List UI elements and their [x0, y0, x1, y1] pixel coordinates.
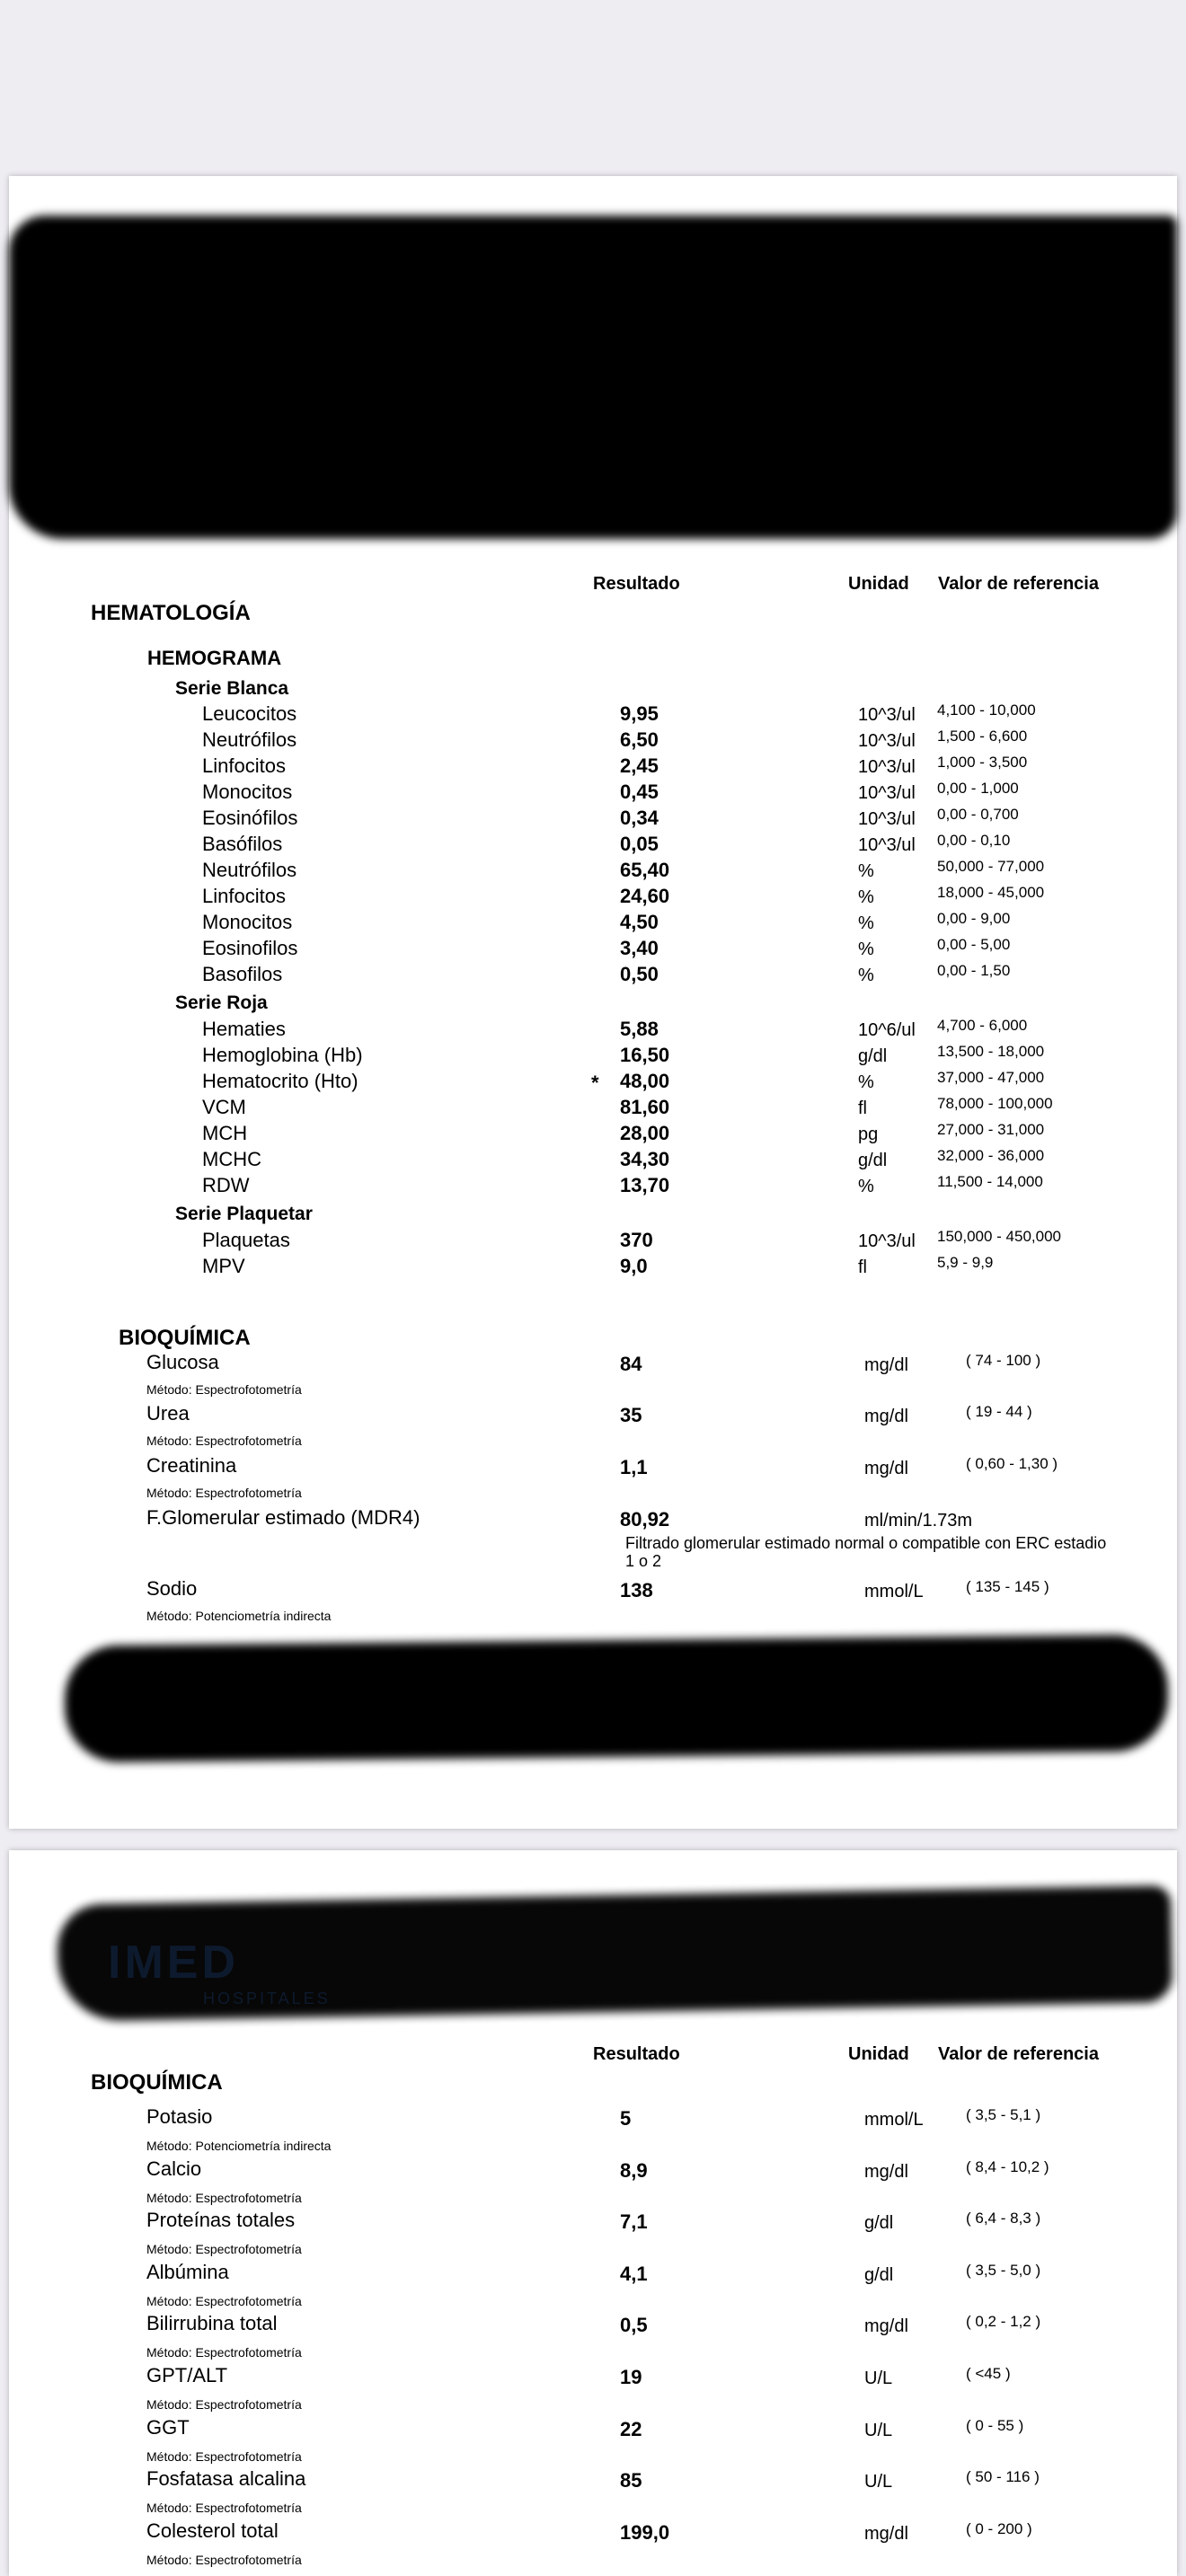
test-unit: g/dl: [864, 2264, 894, 2285]
test-reference: ( 3,5 - 5,0 ): [966, 2261, 1041, 2279]
section-title-bioquimica: BIOQUÍMICA: [119, 1326, 251, 1350]
test-method: Método: Espectrofotometría: [146, 2501, 302, 2516]
group-title: Serie Plaquetar: [175, 1204, 313, 1224]
test-name: Neutrófilos: [202, 728, 297, 751]
test-name: MCH: [202, 1122, 248, 1144]
test-reference: ( 3,5 - 5,1 ): [966, 2106, 1041, 2123]
test-unit: %: [858, 966, 874, 985]
test-unit: 10^3/ul: [858, 705, 916, 725]
test-unit: fl: [858, 1257, 867, 1277]
test-name: Bilirrubina total: [146, 2312, 278, 2335]
test-value: 16,50: [620, 1044, 670, 1066]
test-reference: ( 50 - 116 ): [966, 2468, 1040, 2486]
test-value: 1,1: [620, 1456, 648, 1478]
test-value: 80,92: [620, 1508, 670, 1531]
test-reference: 50,000 - 77,000: [937, 858, 1045, 875]
test-unit: mg/dl: [864, 2316, 908, 2337]
test-unit: 10^3/ul: [858, 1231, 916, 1251]
test-value: 6,50: [620, 728, 659, 751]
test-value: 19: [620, 2366, 642, 2388]
test-value: 28,00: [620, 1122, 670, 1144]
test-reference: ( 0,60 - 1,30 ): [966, 1455, 1058, 1472]
test-reference: 4,100 - 10,000: [937, 701, 1036, 719]
test-unit: fl: [858, 1098, 867, 1118]
test-name: MPV: [202, 1255, 245, 1277]
test-value: 48,00: [620, 1070, 670, 1092]
test-unit: 10^3/ul: [858, 731, 916, 751]
test-reference: 0,00 - 0,10: [937, 832, 1011, 849]
test-method: Método: Espectrofotometría: [146, 1434, 302, 1448]
test-unit: %: [858, 887, 874, 907]
test-reference: 5,9 - 9,9: [937, 1254, 994, 1271]
test-name: Fosfatasa alcalina: [146, 2467, 306, 2491]
test-value: 5,88: [620, 1018, 659, 1040]
test-unit: 10^3/ul: [858, 835, 916, 855]
test-value: 4,1: [620, 2262, 648, 2285]
test-value: 3,40: [620, 937, 659, 959]
test-unit: g/dl: [864, 2213, 894, 2234]
test-method: Método: Espectrofotometría: [146, 2242, 302, 2257]
test-name: Basofilos: [202, 963, 283, 985]
hospital-logo: IMED: [108, 1936, 239, 1989]
test-unit: %: [858, 1177, 874, 1196]
test-value: 13,70: [620, 1174, 670, 1196]
test-method: Método: Potenciometría indirecta: [146, 2139, 332, 2153]
out-of-range-flag: *: [591, 1072, 599, 1094]
test-method: Método: Espectrofotometría: [146, 1486, 302, 1500]
fg-interpretation-note: 1 o 2: [625, 1552, 662, 1570]
test-reference: ( 0 - 200 ): [966, 2519, 1032, 2537]
section-title-hematologia: HEMATOLOGÍA: [91, 601, 251, 625]
test-value: 4,50: [620, 911, 659, 933]
test-reference: 27,000 - 31,000: [937, 1121, 1045, 1138]
test-name: MCHC: [202, 1148, 261, 1170]
test-reference: ( 8,4 - 10,2 ): [966, 2157, 1049, 2175]
test-method: Método: Espectrofotometría: [146, 2397, 302, 2412]
subsection-title-hemograma: HEMOGRAMA: [147, 647, 282, 669]
test-name: Proteínas totales: [146, 2209, 296, 2232]
test-method: Método: Espectrofotometría: [146, 2190, 302, 2205]
test-method: Método: Espectrofotometría: [146, 2345, 302, 2360]
test-reference: 11,500 - 14,000: [937, 1173, 1043, 1190]
test-reference: 13,500 - 18,000: [937, 1043, 1045, 1060]
test-value: 5: [620, 2107, 632, 2130]
test-name: Linfocitos: [202, 885, 286, 907]
test-unit: 10^3/ul: [858, 757, 916, 777]
test-name: Sodio: [146, 1577, 198, 1600]
test-reference: 0,00 - 0,700: [937, 806, 1019, 823]
test-name: Monocitos: [202, 911, 293, 933]
test-name: Monocitos: [202, 781, 293, 803]
test-name: F.Glomerular estimado (MDR4): [146, 1506, 420, 1529]
test-name: Hemoglobina (Hb): [202, 1044, 363, 1066]
fg-interpretation-note: Filtrado glomerular estimado normal o compatible con ERC estadio: [625, 1534, 1107, 1552]
test-unit: mmol/L: [864, 2110, 924, 2130]
test-value: 0,45: [620, 781, 659, 803]
test-unit: 10^3/ul: [858, 783, 916, 803]
test-name: Plaquetas: [202, 1229, 290, 1251]
redaction-footer: [64, 1635, 1168, 1763]
test-name: Neutrófilos: [202, 859, 297, 881]
header-reference: Valor de referencia: [938, 574, 1099, 594]
test-reference: ( 135 - 145 ): [966, 1578, 1049, 1595]
test-reference: ( 6,4 - 8,3 ): [966, 2210, 1041, 2228]
test-name: Potasio: [146, 2105, 213, 2128]
test-method: Método: Espectrofotometría: [146, 2552, 302, 2567]
test-name: Basófilos: [202, 833, 283, 855]
test-name: Albúmina: [146, 2260, 229, 2283]
test-name: Hematies: [202, 1018, 286, 1040]
test-reference: 18,000 - 45,000: [937, 884, 1045, 901]
test-unit: mmol/L: [864, 1582, 924, 1601]
test-name: Colesterol total: [146, 2519, 279, 2542]
test-unit: 10^3/ul: [858, 809, 916, 829]
test-reference: 1,000 - 3,500: [937, 754, 1028, 771]
test-reference: 37,000 - 47,000: [937, 1069, 1045, 1086]
test-name: GGT: [146, 2415, 190, 2439]
test-reference: 150,000 - 450,000: [937, 1228, 1062, 1245]
test-reference: 0,00 - 1,50: [937, 962, 1011, 979]
test-value: 138: [620, 1579, 653, 1601]
test-name: Leucocitos: [202, 702, 297, 725]
test-unit: mg/dl: [864, 1459, 908, 1478]
test-name: Glucosa: [146, 1351, 219, 1373]
hospital-logo-subtitle: HOSPITALES: [203, 1989, 331, 2007]
test-reference: 0,00 - 1,000: [937, 780, 1019, 797]
test-reference: 78,000 - 100,000: [937, 1095, 1053, 1112]
test-value: 34,30: [620, 1148, 670, 1170]
test-value: 9,0: [620, 1255, 648, 1277]
test-method: Método: Espectrofotometría: [146, 2448, 302, 2464]
group-title: Serie Blanca: [175, 678, 289, 699]
test-unit: mg/dl: [864, 1355, 908, 1375]
test-method: Método: Espectrofotometría: [146, 2293, 302, 2308]
test-value: 9,95: [620, 702, 659, 725]
test-unit: 10^6/ul: [858, 1020, 916, 1040]
section-title-bioquimica-page2: BIOQUÍMICA: [91, 2070, 223, 2095]
test-unit: g/dl: [858, 1151, 888, 1170]
header-unit: Unidad: [848, 574, 909, 594]
test-name: Calcio: [146, 2157, 202, 2180]
test-value: 22: [620, 2417, 642, 2440]
test-value: 0,50: [620, 963, 659, 985]
test-value: 199,0: [620, 2520, 670, 2544]
header-unit-page2: Unidad: [848, 2044, 909, 2064]
test-reference: 0,00 - 5,00: [937, 936, 1011, 953]
test-name: GPT/ALT: [146, 2364, 228, 2386]
test-reference: ( <45 ): [966, 2365, 1011, 2382]
test-name: Eosinófilos: [202, 807, 298, 829]
test-reference: ( 19 - 44 ): [966, 1403, 1032, 1420]
header-reference-page2: Valor de referencia: [938, 2044, 1099, 2064]
test-name: VCM: [202, 1096, 246, 1118]
test-name: Urea: [146, 1402, 190, 1425]
header-result: Resultado: [593, 574, 680, 594]
test-value: 370: [620, 1229, 653, 1251]
test-value: 0,05: [620, 833, 659, 855]
test-unit: mg/dl: [864, 2523, 908, 2544]
test-reference: 0,00 - 9,00: [937, 910, 1011, 927]
redaction-header: [9, 216, 1177, 539]
test-value: 0,34: [620, 807, 659, 829]
test-unit: %: [858, 1072, 874, 1092]
test-unit: %: [858, 940, 874, 959]
test-unit: %: [858, 913, 874, 933]
test-reference: ( 74 - 100 ): [966, 1352, 1041, 1369]
test-method: Método: Potenciometría indirecta: [146, 1609, 332, 1623]
test-value: 85: [620, 2469, 642, 2492]
test-reference: 32,000 - 36,000: [937, 1147, 1045, 1164]
test-unit: U/L: [864, 2472, 893, 2492]
test-unit: %: [858, 861, 874, 881]
test-unit: U/L: [864, 2420, 893, 2440]
header-result-page2: Resultado: [593, 2044, 680, 2064]
test-reference: ( 0,2 - 1,2 ): [966, 2313, 1041, 2331]
test-value: 2,45: [620, 754, 659, 777]
test-method: Método: Espectrofotometría: [146, 1382, 302, 1397]
test-value: 0,5: [620, 2314, 648, 2337]
test-value: 7,1: [620, 2210, 648, 2234]
test-reference: 1,500 - 6,600: [937, 728, 1028, 745]
test-unit: g/dl: [858, 1046, 888, 1066]
test-value: 8,9: [620, 2158, 648, 2182]
test-name: Linfocitos: [202, 754, 286, 777]
test-value: 35: [620, 1404, 642, 1426]
test-unit: pg: [858, 1125, 879, 1144]
test-reference: 4,700 - 6,000: [937, 1017, 1028, 1034]
test-unit: U/L: [864, 2369, 893, 2388]
test-name: Eosinofilos: [202, 937, 298, 959]
test-unit: mg/dl: [864, 2161, 908, 2182]
group-title: Serie Roja: [175, 992, 268, 1013]
test-name: Creatinina: [146, 1454, 237, 1477]
test-value: 84: [620, 1353, 642, 1375]
test-value: 81,60: [620, 1096, 670, 1118]
test-unit: ml/min/1.73m: [864, 1511, 973, 1531]
test-value: 24,60: [620, 885, 670, 907]
test-name: RDW: [202, 1174, 250, 1196]
test-reference: ( 0 - 55 ): [966, 2416, 1024, 2434]
test-unit: mg/dl: [864, 1407, 908, 1426]
test-name: Hematocrito (Hto): [202, 1070, 358, 1092]
test-value: 65,40: [620, 859, 670, 881]
